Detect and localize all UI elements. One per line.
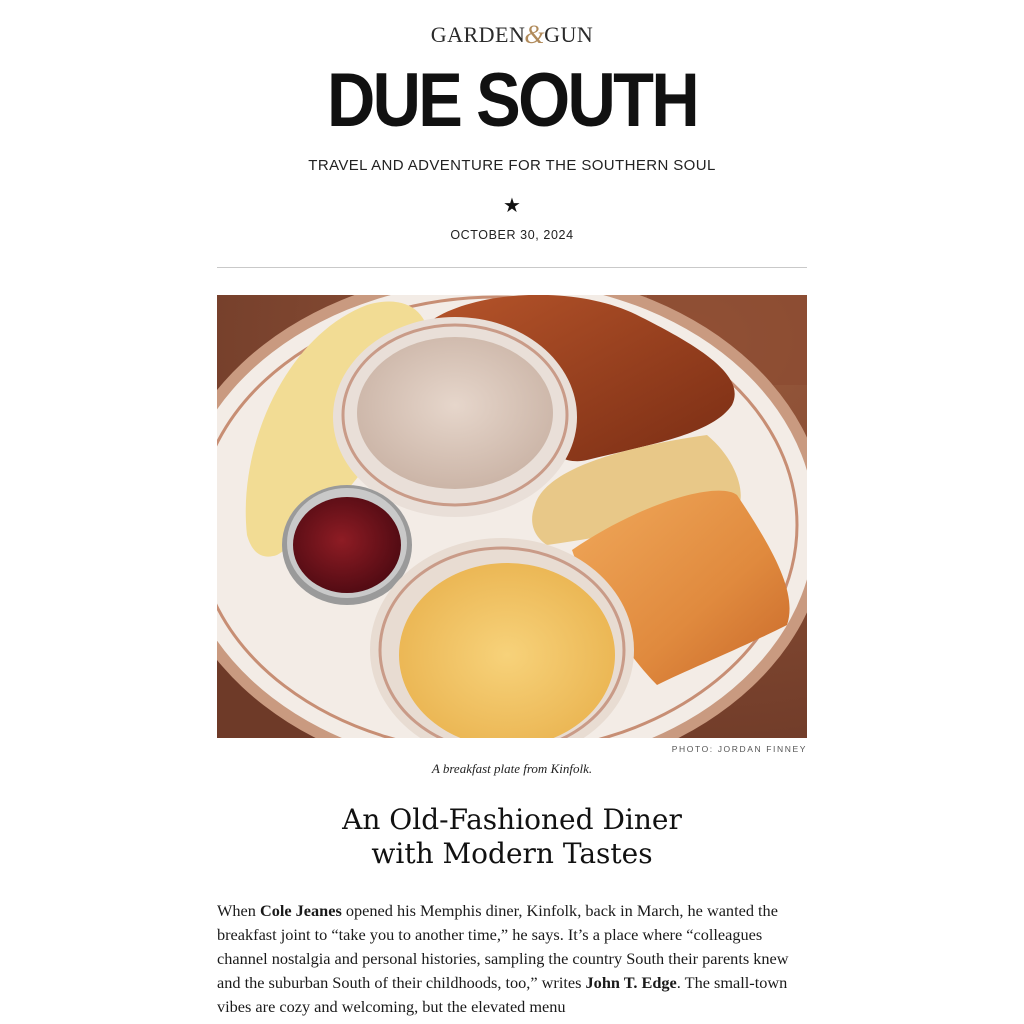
article-headline[interactable] (217, 803, 807, 871)
tagline: TRAVEL AND ADVENTURE FOR THE SOUTHERN SOUL (308, 157, 716, 174)
headline-line-1: An Old-Fashioned Diner (342, 803, 682, 836)
paragraph-text-1: When (217, 901, 260, 920)
headline-line-2: with Modern Tastes (371, 837, 653, 870)
author-link-john-t-edge[interactable]: John T. Edge (585, 973, 677, 992)
sausage-gravy (357, 337, 553, 489)
article-paragraph (217, 899, 807, 1019)
photo-caption: A breakfast plate from Kinfolk. (431, 761, 593, 776)
paragraph-text-2: opened his Memphis diner, Kinfolk, back in March, he wanted the breakfast joint to “take you to another time,” he says. It’s a place where “colleagues channel nostalgia and personal histories, sampling the country South their parents knew and the suburban South of their childhoods, too,” writes (217, 901, 789, 992)
jam (293, 497, 401, 593)
star-icon: ★ (503, 193, 521, 217)
hero-photo[interactable] (217, 295, 807, 738)
paragraph-text-3: . The small-town vibes are cozy and welcoming, but the elevated menu (217, 973, 788, 1016)
logo-ampersand: & (524, 20, 546, 49)
logo-left: GARDEN (430, 22, 526, 47)
photo-credit: PHOTO: JORDAN FINNEY (671, 744, 807, 754)
garden-and-gun-logo[interactable] (217, 19, 807, 49)
divider (217, 267, 807, 268)
masthead-title: DUE SOUTH (326, 58, 698, 143)
author-link-cole-jeanes[interactable]: Cole Jeanes (259, 901, 342, 920)
logo-right: GUN (544, 22, 594, 47)
issue-date: OCTOBER 30, 2024 (450, 228, 574, 242)
